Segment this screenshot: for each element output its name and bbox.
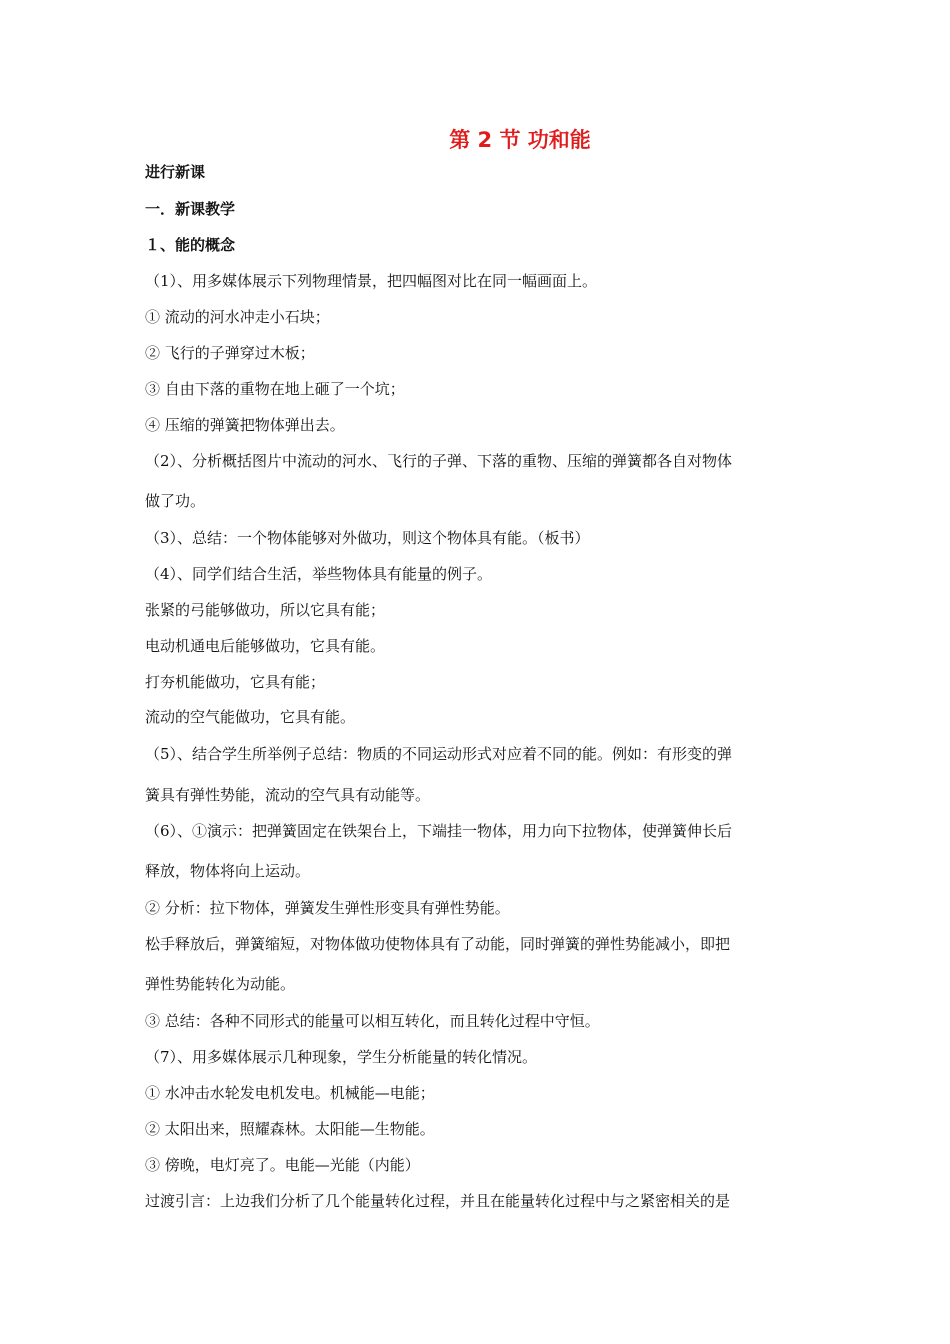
section-heading: 进行新课 [145, 163, 206, 181]
paragraph-line: ③ 傍晚，电灯亮了。电能—光能（内能） [145, 1156, 420, 1174]
paragraph-line: ② 飞行的子弹穿过木板； [145, 344, 315, 362]
paragraph-line: （5）、结合学生所举例子总结：物质的不同运动形式对应着不同的能。例如：有形变的弹 [145, 745, 733, 763]
paragraph-line: ③ 自由下落的重物在地上砸了一个坑； [145, 380, 405, 398]
paragraph-line: ① 流动的河水冲走小石块； [145, 308, 330, 326]
paragraph-line: （4）、同学们结合生活，举些物体具有能量的例子。 [145, 565, 493, 583]
paragraph-line: 弹性势能转化为动能。 [145, 975, 296, 993]
paragraph-line: （3）、总结：一个物体能够对外做功，则这个物体具有能。（板书） [145, 529, 590, 547]
paragraph-line: ② 分析：拉下物体，弹簧发生弹性形变具有弹性势能。 [145, 899, 510, 917]
paragraph-line: （7）、用多媒体展示几种现象，学生分析能量的转化情况。 [145, 1048, 538, 1066]
paragraph-line: ② 太阳出来，照耀森林。太阳能—生物能。 [145, 1120, 435, 1138]
page-title: 第 2 节 功和能 [449, 128, 591, 152]
paragraph-line: 松手释放后，弹簧缩短，对物体做功使物体具有了动能，同时弹簧的弹性势能减小，即把 [145, 935, 731, 953]
paragraph-line: （1）、用多媒体展示下列物理情景，把四幅图对比在同一幅画面上。 [145, 272, 598, 290]
paragraph-line: 做了功。 [145, 492, 206, 510]
paragraph-line: ④ 压缩的弹簧把物体弹出去。 [145, 416, 345, 434]
subsection-heading: １、能的概念 [145, 236, 236, 254]
section-heading: 一．新课教学 [145, 200, 236, 218]
paragraph-line: 流动的空气能做功，它具有能。 [145, 708, 356, 726]
paragraph-line: ① 水冲击水轮发电机发电。机械能—电能； [145, 1084, 435, 1102]
paragraph-line: （2）、分析概括图片中流动的河水、飞行的子弹、下落的重物、压缩的弹簧都各自对物体 [145, 452, 733, 470]
paragraph-line: 释放，物体将向上运动。 [145, 862, 311, 880]
paragraph-line: ③ 总结：各种不同形式的能量可以相互转化，而且转化过程中守恒。 [145, 1012, 600, 1030]
paragraph-line: 张紧的弓能够做功，所以它具有能； [145, 601, 386, 619]
paragraph-line: （6）、①演示：把弹簧固定在铁架台上，下端挂一物体，用力向下拉物体，使弹簧伸长后 [145, 822, 733, 840]
paragraph-line: 打夯机能做功，它具有能； [145, 673, 326, 691]
paragraph-line: 过渡引言：上边我们分析了几个能量转化过程，并且在能量转化过程中与之紧密相关的是 [145, 1192, 731, 1210]
paragraph-line: 簧具有弹性势能，流动的空气具有动能等。 [145, 786, 431, 804]
paragraph-line: 电动机通电后能够做功，它具有能。 [145, 637, 386, 655]
